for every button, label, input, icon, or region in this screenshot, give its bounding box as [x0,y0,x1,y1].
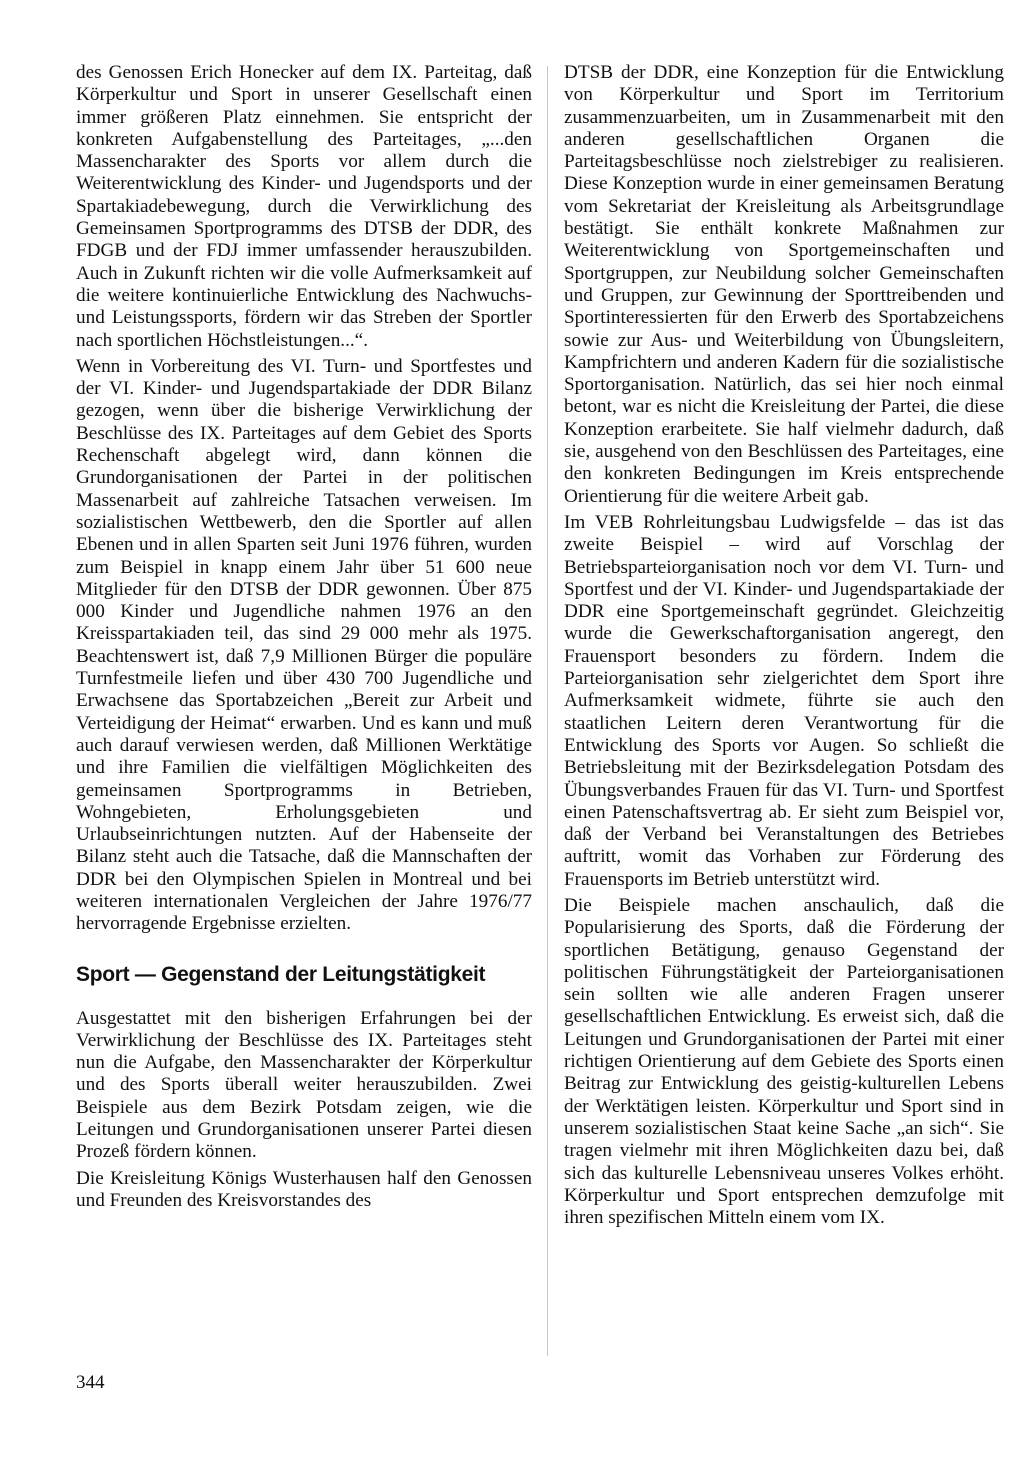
paragraph: Wenn in Vorbereitung des VI. Turn- und Sportfestes und der VI. Kinder- und Jugendspartakiade der DDR Bilanz gezogen, wenn über die bisherige Verwirklichung der Beschlüsse des IX. Parteitages auf dem Gebiet des Sports Rechenschaft abgelegt wird, dann können die Grundorganisationen der Partei in der politischen Massenarbeit auf zahlreiche Tatsachen verweisen. Im sozialistischen Wettbewerb, den die Sportler auf allen Ebenen und in allen Sparten seit Juni 1976 führen, wurden zum Beispiel in knapp einem Jahr über 51 600 neue Mitglieder für den DTSB der DDR gewonnen. Über 875 000 Kinder und Jugendliche nahmen 1976 an den Kreisspartakiaden teil, das sind 29 000 mehr als 1975. Beachtenswert ist, daß 7,9 Millionen Bürger die populäre Turnfestmeile liefen und über 430 700 Jugendliche und Erwachsene das Sportabzeichen „Bereit zur Arbeit und Verteidigung der Heimat“ erwarben. Und es kann und muß auch darauf verwiesen werden, daß Millionen Werktätige und ihre Familien die vielfältigen Möglichkeiten des gemeinsamen Sportprogramms in Betrieben, Wohngebieten, Erholungsgebieten und Urlaubseinrichtungen nutzten. Auf der Habenseite der Bilanz steht auch die Tatsache, daß die Mannschaften der DDR bei den Olympischen Spielen in Montreal und bei weiteren internationalen Vergleichen der Jahre 1976/77 hervorragende Ergebnisse erzielten. [76,355,532,935]
paragraph: DTSB der DDR, eine Konzeption für die Entwicklung von Körperkultur und Sport im Territorium zusammenzuarbeiten, um in Zusammenarbeit mit den anderen gesellschaftlichen Organen die Parteitagsbeschlüsse noch zielstrebiger zu realisieren. Diese Konzeption wurde in einer gemeinsamen Beratung vom Sekretariat der Kreisleitung als Arbeitsgrundlage bestätigt. Sie enthält konkrete Maßnahmen zur Weiterentwicklung von Sportgemeinschaften und Sportgruppen, zur Neubildung solcher Gemeinschaften und Gruppen, zur Gewinnung der Sporttreibenden und Sportinteressierten für den Erwerb des Sportabzeichens sowie zur Aus- und Weiterbildung von Übungsleitern, Kampfrichtern und anderen Kadern für die sozialistische Sportorganisation. Natürlich, das sei hier noch einmal betont, war es nicht die Kreisleitung der Partei, die diese Konzeption erarbeitete. Sie half vielmehr dadurch, daß sie, ausgehend von den Beschlüssen des Parteitages, eine den konkreten Bedingungen im Kreis entsprechende Orientierung für die weitere Arbeit gab. [564,62,1004,507]
section-heading: Sport — Gegenstand der Leitungstätigkeit [76,962,486,986]
paragraph: des Genossen Erich Honecker auf dem IX. Parteitag, daß Körperkultur und Sport in unserer Gesellschaft einen immer größeren Platz einnehmen. Sie entspricht der konkreten Aufgabenstellung des Parteitages, „...den Massencharakter des Sports vor allem durch die Weiterentwicklung des Kinder- und Jugendsports und der Spartakiadebewegung, durch die Verwirklichung des Gemeinsamen Sportprogramms des DTSB der DDR, des FDGB und der FDJ immer umfassender herauszubilden. Auch in Zukunft richten wir die volle Aufmerksamkeit auf die weitere kontinuierliche Entwicklung des Nachwuchs- und Leistungssports, fördern wir das Streben der Sportler nach sportlichen Höchstleistungen...“. [76,62,532,351]
column-divider [547,66,548,1356]
paragraph: Ausgestattet mit den bisherigen Erfahrungen bei der Verwirklichung der Beschlüsse des IX. Parteitages steht nun die Aufgabe, den Massencharakter der Körperkultur und des Sports überall weiter herauszubilden. Zwei Beispiele aus dem Bezirk Potsdam zeigen, wie die Leitungen und Grundorganisationen unserer Partei diesen Prozeß fördern können. [76,1007,532,1163]
left-column [76,62,532,1212]
paragraph: Die Kreisleitung Königs Wusterhausen half den Genossen und Freunden des Kreisvorstandes des [76,1167,532,1211]
paragraph: Im VEB Rohrleitungsbau Ludwigsfelde – das ist das zweite Beispiel – wird auf Vorschlag der Betriebsparteiorganisation noch vor dem VI. Turn- und Sportfest und der VI. Kinder- und Jugendspartakiade der DDR eine Sportgemeinschaft gegründet. Gleichzeitig wurde die Gewerkschaftorganisation angeregt, den Frauensport besonders zu fördern. Indem die Parteiorganisation sehr zielgerichtet dem Sport ihre Aufmerksamkeit widmete, führte sie auch den staatlichen Leitern deren Verantwortung für die Entwicklung des Sports vor Augen. So schließt die Betriebsleitung mit der Bezirksdelegation Potsdam des Übungsverbandes Frauen für das VI. Turn- und Sportfest einen Patenschaftsvertrag ab. Er sieht zum Beispiel vor, daß der Verband bei Veranstaltungen des Betriebes auftritt, womit das Vorhaben zur Förderung des Frauensports im Betrieb unterstützt wird. [564,511,1004,890]
right-column [564,62,1004,1229]
paragraph: Die Beispiele machen anschaulich, daß die Popularisierung des Sports, daß die Förderung der sportlichen Betätigung, genauso Gegenstand der politischen Führungstätigkeit der Parteiorganisationen sein sollten wie alle anderen Fragen unserer gesellschaftlichen Entwicklung. Es erweist sich, daß die Leitungen und Grundorganisationen der Partei mit einer richtigen Orientierung auf dem Gebiete des Sports einen Beitrag zur Entwicklung des geistig-kulturellen Lebens der Werktätigen leisten. Körperkultur und Sport sind in unserem sozialistischen Staat keine Sache „an sich“. Sie tragen vielmehr mit ihren Möglichkeiten dazu bei, daß sich das kulturelle Lebensniveau unseres Volkes erhöht. Körperkultur und Sport entsprechen demzufolge mit ihren spezifischen Mitteln einem vom IX. [564,894,1004,1229]
page-number: 344 [76,1372,105,1393]
